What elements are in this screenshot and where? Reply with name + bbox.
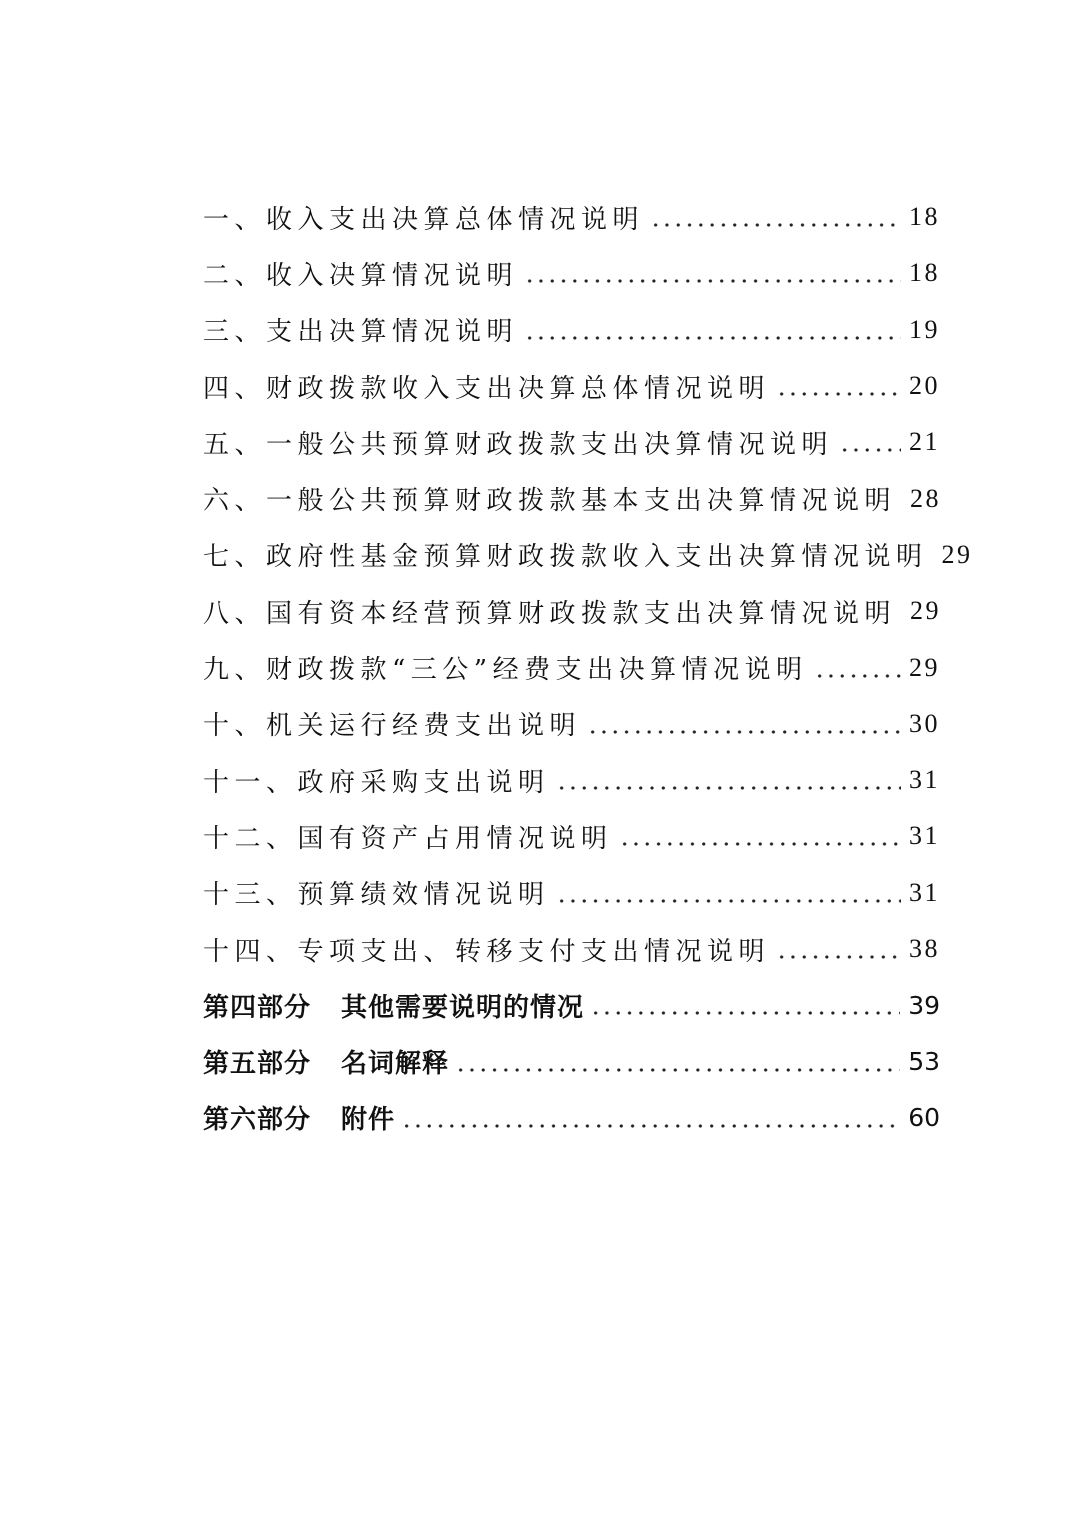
toc-entry[interactable]: [203, 696, 940, 752]
toc-page-number: 18: [909, 202, 940, 232]
toc-entry-title: 十一、政府采购支出说明: [203, 767, 550, 798]
toc-entry[interactable]: [203, 302, 940, 358]
toc-page-number: 31: [909, 877, 940, 907]
toc-page-number: 53: [908, 1047, 940, 1077]
toc-entry[interactable]: [203, 358, 940, 414]
dot-leader: [619, 834, 901, 854]
toc-entry[interactable]: [203, 865, 940, 921]
toc-entry-title: 五、一般公共预算财政拨款支出决算情况说明: [203, 429, 834, 460]
toc-entry[interactable]: [203, 527, 973, 583]
toc-entry-title: 七、政府性基金预算财政拨款收入支出决算情况说明: [203, 542, 928, 573]
toc-page-number: 21: [909, 427, 940, 457]
toc-page-number: 38: [909, 934, 940, 963]
toc-entry-title: 三、支出决算情况说明: [203, 317, 519, 348]
toc-entry-title: 四、财政拨款收入支出决算总体情况说明: [203, 373, 771, 404]
toc-page-number: 30: [909, 708, 940, 738]
toc-entry[interactable]: [203, 470, 940, 526]
toc-entry[interactable]: [203, 583, 940, 639]
toc-page-number: 31: [909, 765, 940, 795]
toc-entry-title: 十三、预算绩效情况说明: [203, 880, 550, 911]
toc-part-title: 其他需要说明的情况: [341, 992, 585, 1023]
toc-part-entry[interactable]: [203, 977, 940, 1033]
toc-page-number: 60: [908, 1103, 940, 1133]
toc-part-heading: [203, 987, 584, 1024]
toc-entry[interactable]: [203, 414, 940, 470]
toc-entry-title: 九、财政拨款“三公”经费支出决算情况说明: [203, 655, 808, 686]
toc-part-title: 附件: [341, 1105, 396, 1136]
toc-page-number: 39: [908, 990, 940, 1020]
dot-leader: [455, 1060, 900, 1080]
toc-part-label: 第五部分: [203, 1049, 312, 1080]
table-of-contents: [203, 189, 973, 1146]
dot-leader: [524, 328, 901, 348]
toc-part-heading: [203, 1043, 449, 1080]
toc-page-number: 28: [910, 483, 942, 513]
toc-part-label: 第四部分: [203, 992, 312, 1023]
toc-page-number: 31: [909, 821, 940, 851]
dot-leader: [587, 722, 901, 742]
toc-entry[interactable]: [203, 189, 940, 245]
dot-leader: [524, 271, 901, 291]
toc-entry-title: 六、一般公共预算财政拨款基本支出决算情况说明: [203, 486, 897, 517]
toc-entry-title: 一、收入支出决算总体情况说明: [203, 204, 645, 235]
toc-part-entry[interactable]: [203, 1033, 940, 1089]
dot-leader: [401, 1116, 900, 1136]
toc-entry[interactable]: [203, 808, 940, 864]
toc-part-label: 第六部分: [203, 1105, 312, 1136]
toc-entry[interactable]: [203, 921, 940, 977]
toc-page-number: 18: [909, 258, 940, 288]
toc-entry-title: 十四、专项支出、转移支付支出情况说明: [203, 936, 771, 967]
dot-leader: [590, 1003, 900, 1023]
toc-part-entry[interactable]: [203, 1090, 940, 1146]
toc-page-number: 19: [909, 314, 940, 344]
dot-leader: [776, 384, 901, 404]
dot-leader: [839, 440, 901, 460]
dot-leader: [556, 778, 901, 798]
toc-entry[interactable]: [203, 639, 940, 695]
toc-page-number: 29: [941, 539, 973, 569]
dot-leader: [650, 215, 901, 235]
toc-part-title: 名词解释: [341, 1049, 450, 1080]
toc-entry-title: 十二、国有资产占用情况说明: [203, 823, 613, 854]
toc-page-number: 20: [909, 371, 940, 401]
dot-leader: [814, 666, 901, 686]
toc-page-number: 29: [910, 596, 942, 626]
toc-entry-title: 十、机关运行经费支出说明: [203, 711, 582, 742]
dot-leader: [776, 947, 901, 967]
toc-entry-title: 八、国有资本经营预算财政拨款支出决算情况说明: [203, 598, 897, 629]
toc-entry[interactable]: [203, 245, 940, 301]
toc-part-heading: [203, 1099, 395, 1136]
dot-leader: [556, 891, 901, 911]
toc-entry-title: 二、收入决算情况说明: [203, 260, 519, 291]
toc-page-number: 29: [909, 652, 940, 682]
toc-entry[interactable]: [203, 752, 940, 808]
